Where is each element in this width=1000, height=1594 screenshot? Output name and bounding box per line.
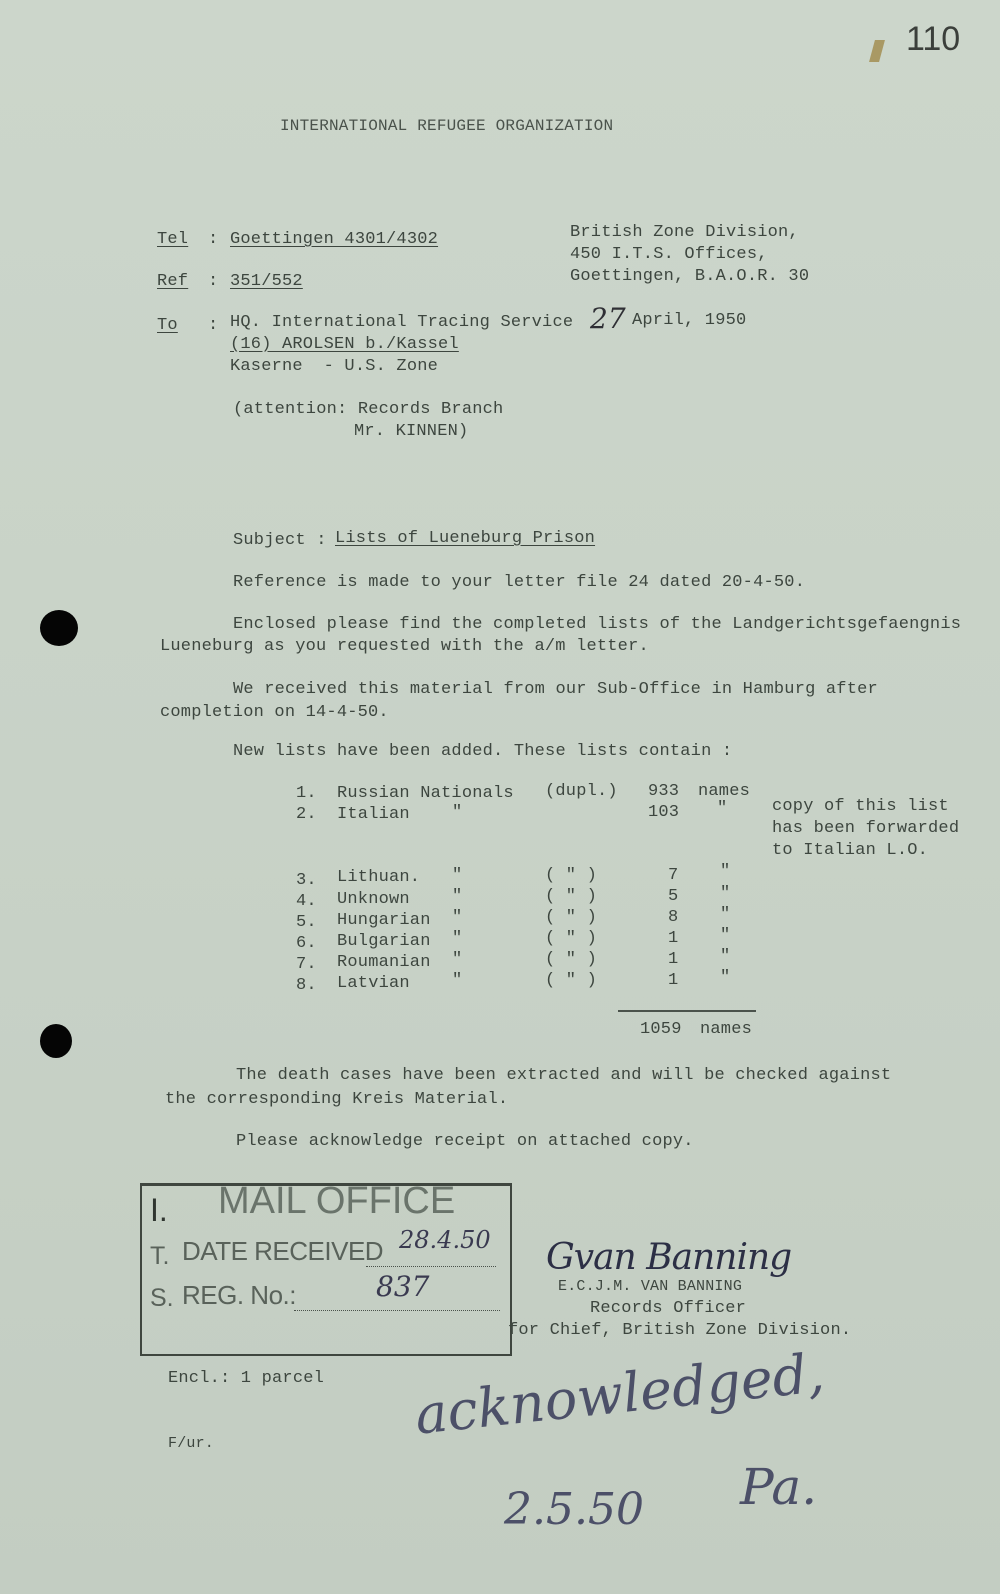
list-ditto: " <box>452 887 463 906</box>
stamp-reg-dotline <box>294 1310 500 1312</box>
list-dupl: ( " ) <box>545 929 598 948</box>
punch-hole-bottom <box>40 1024 72 1058</box>
list-unit: " <box>720 862 731 881</box>
list-ditto: " <box>452 971 463 990</box>
recipient-line-3: Kaserne - U.S. Zone <box>230 357 439 376</box>
sender-line-1: British Zone Division, <box>570 223 799 242</box>
corner-mark <box>869 40 885 62</box>
list-count: 1 <box>668 971 679 990</box>
list-count: 5 <box>668 887 679 906</box>
paragraph-reference: Reference is made to your letter file 24 dated 20-4-50. <box>233 573 806 592</box>
paragraph-death-cases-line-2: the corresponding Kreis Material. <box>165 1090 509 1109</box>
ref-label: Ref <box>157 272 189 291</box>
signatory-for: for Chief, British Zone Division. <box>508 1321 852 1340</box>
list-dupl: ( " ) <box>545 971 598 990</box>
list-unit: " <box>720 926 731 945</box>
ref-value: 351/552 <box>230 272 303 291</box>
list-unit: " <box>720 968 731 987</box>
recipient-line-2: (16) AROLSEN b./Kassel <box>230 335 459 354</box>
page-number: 110 <box>906 20 961 58</box>
punch-hole-top <box>40 610 78 646</box>
list-unit: " <box>717 799 728 818</box>
list-name: Hungarian <box>337 911 431 930</box>
stamp-line-3-prefix: S. <box>150 1284 174 1312</box>
attention-line-1: (attention: Records Branch <box>233 400 504 419</box>
list-ditto: " <box>452 803 463 822</box>
list-num: 6. <box>296 934 317 953</box>
list-num: 5. <box>296 913 317 932</box>
list-count: 1 <box>668 950 679 969</box>
italian-note-line-1: copy of this list <box>772 797 949 816</box>
stamp-date-dotline <box>366 1266 496 1268</box>
italian-note-line-2: has been forwarded <box>772 819 960 838</box>
list-dupl: ( " ) <box>545 866 598 885</box>
handwritten-date: 2.5.50 <box>504 1484 644 1535</box>
list-unit: names <box>698 782 751 801</box>
list-count: 8 <box>668 908 679 927</box>
handwritten-acknowledged: acknowledged, <box>412 1341 828 1447</box>
list-name: Roumanian <box>337 953 431 972</box>
tel-label: Tel <box>157 230 189 249</box>
paragraph-received-line-1: We received this material from our Sub-Office in Hamburg after <box>233 680 878 699</box>
paragraph-enclosed-line-2: Lueneburg as you requested with the a/m letter. <box>160 637 649 656</box>
date-month-year: April, 1950 <box>632 311 747 330</box>
paragraph-death-cases-line-1: The death cases have been extracted and will be checked against <box>236 1066 892 1085</box>
tel-separator: : <box>208 230 219 249</box>
list-num: 7. <box>296 955 317 974</box>
list-ditto: " <box>452 866 463 885</box>
typist-initials: F/ur. <box>168 1435 215 1452</box>
list-name: Latvian <box>337 974 410 993</box>
enclosure: Encl.: 1 parcel <box>168 1369 325 1388</box>
list-name: Bulgarian <box>337 932 431 951</box>
tel-value: Goettingen 4301/4302 <box>230 230 439 249</box>
subject-value: Lists of Lueneburg Prison <box>335 529 596 548</box>
handwritten-initials: Pa. <box>740 1458 818 1516</box>
list-ditto: " <box>452 950 463 969</box>
paragraph-enclosed-line-1: Enclosed please find the completed lists of the Landgerichtsgefaengnis <box>233 615 962 634</box>
list-dupl: ( " ) <box>545 950 598 969</box>
signature: Gvan Banning <box>546 1237 792 1278</box>
list-count: 7 <box>668 866 679 885</box>
list-name: Unknown <box>337 890 410 909</box>
list-num: 8. <box>296 976 317 995</box>
list-dupl: ( " ) <box>545 908 598 927</box>
italian-note-line-3: to Italian L.O. <box>772 841 929 860</box>
paragraph-new-lists: New lists have been added. These lists contain : <box>233 742 733 761</box>
list-num: 1. <box>296 784 317 803</box>
list-name: Lithuan. <box>337 868 421 887</box>
stamp-line-2-text: DATE RECEIVED <box>182 1236 384 1266</box>
to-separator: : <box>208 316 219 335</box>
list-unit: " <box>720 905 731 924</box>
list-count: 103 <box>648 803 680 822</box>
signatory-title: Records Officer <box>590 1299 747 1318</box>
signatory-name: E.C.J.M. VAN BANNING <box>558 1278 743 1295</box>
stamp-line-2-prefix: T. <box>150 1242 170 1270</box>
list-unit: " <box>720 947 731 966</box>
list-ditto: " <box>452 908 463 927</box>
list-name: Russian Nationals <box>337 784 514 803</box>
to-label: To <box>157 316 178 335</box>
total-count: 1059 <box>640 1020 682 1039</box>
total-unit: names <box>700 1020 753 1039</box>
mail-office-stamp <box>140 1180 512 1356</box>
list-ditto: " <box>452 929 463 948</box>
list-dupl: ( " ) <box>545 887 598 906</box>
stamp-line-1-prefix: I. <box>150 1192 168 1228</box>
stamp-reg-value: 837 <box>376 1270 430 1303</box>
list-num: 4. <box>296 892 317 911</box>
paragraph-acknowledge: Please acknowledge receipt on attached copy. <box>236 1132 694 1151</box>
list-num: 3. <box>296 871 317 890</box>
list-count: 1 <box>668 929 679 948</box>
stamp-date-value: 28.4.50 <box>399 1226 491 1254</box>
recipient-line-1: HQ. International Tracing Service <box>230 313 574 332</box>
list-dupl: (dupl.) <box>545 782 618 801</box>
subject-label: Subject : <box>233 531 327 550</box>
attention-line-2: Mr. KINNEN) <box>354 422 469 441</box>
list-num: 2. <box>296 805 317 824</box>
list-name: Italian <box>337 805 410 824</box>
stamp-line-1-text: MAIL OFFICE <box>218 1180 456 1222</box>
list-unit: " <box>720 884 731 903</box>
list-count: 933 <box>648 782 680 801</box>
sender-line-3: Goettingen, B.A.O.R. 30 <box>570 267 810 286</box>
sender-line-2: 450 I.T.S. Offices, <box>570 245 768 264</box>
date-day-handwritten: 27 <box>590 302 626 335</box>
organization-title: INTERNATIONAL REFUGEE ORGANIZATION <box>280 117 614 135</box>
stamp-line-3-text: REG. No.: <box>182 1280 296 1310</box>
paragraph-received-line-2: completion on 14-4-50. <box>160 703 389 722</box>
ref-separator: : <box>208 272 219 291</box>
total-rule <box>618 1010 756 1012</box>
